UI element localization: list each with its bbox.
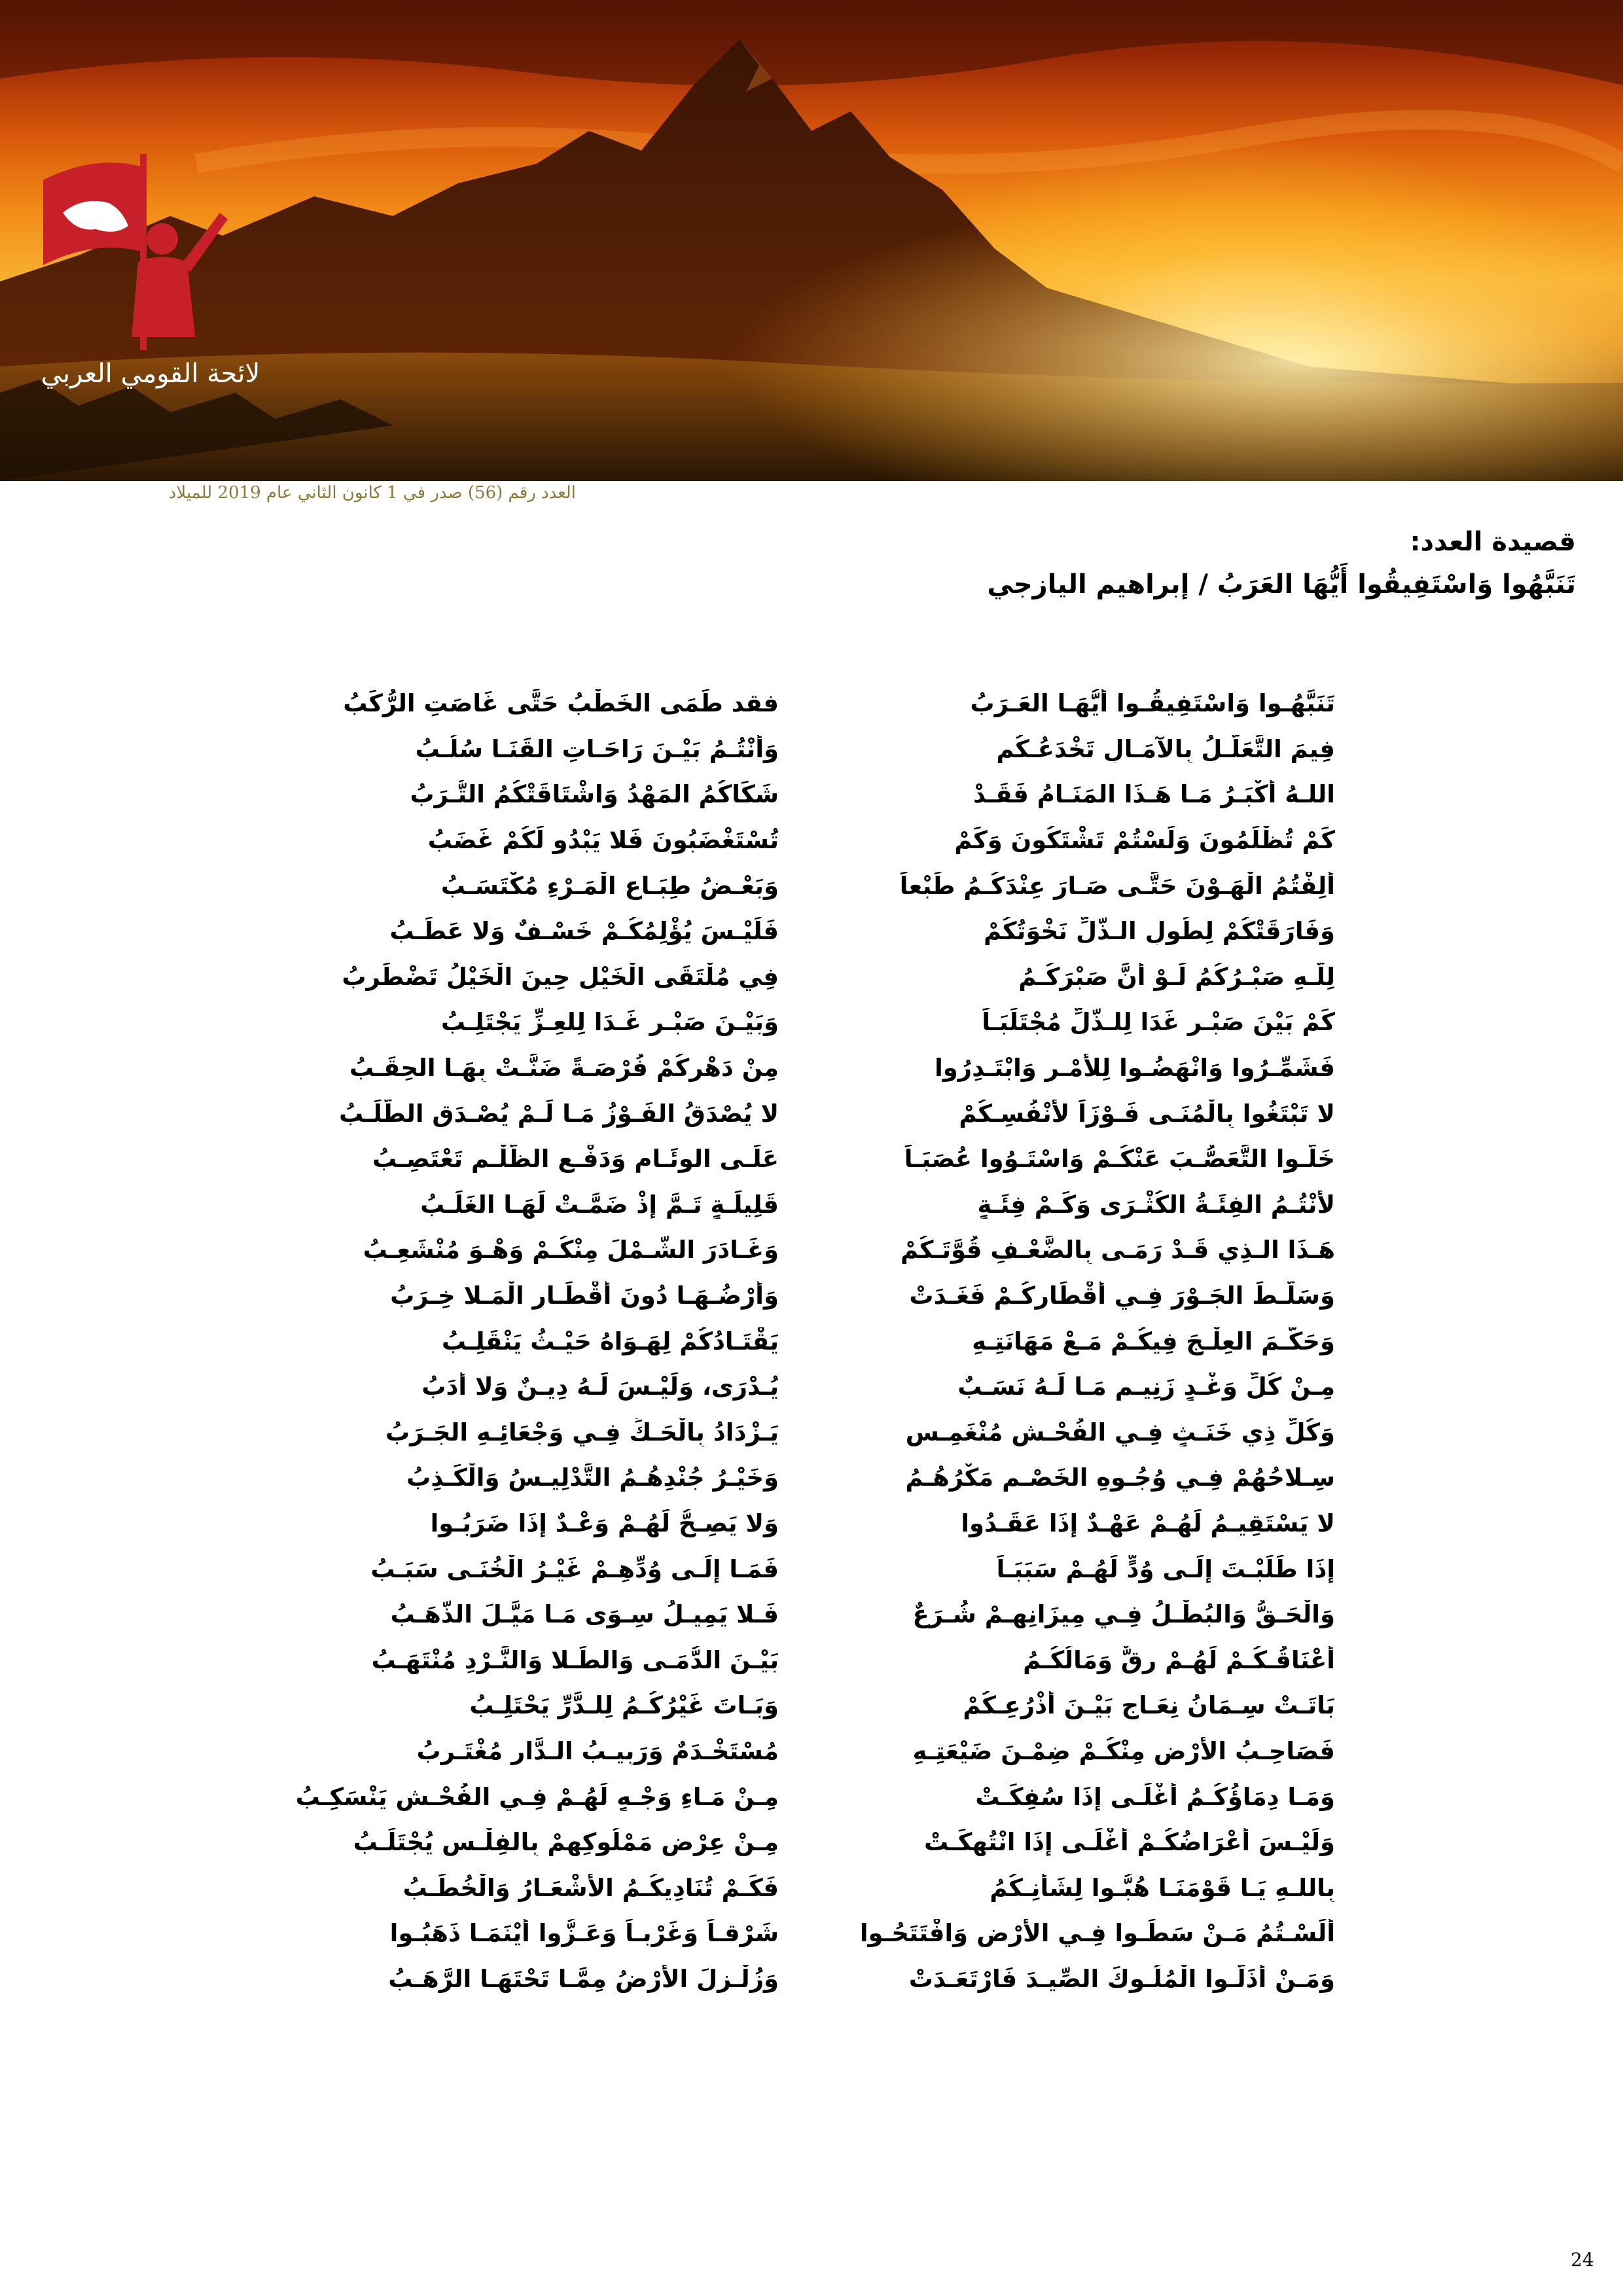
section-label: قصيدة العدد: (1410, 527, 1576, 557)
verse-second-hemistich: وَأَرْضُـهَـا دُونَ أَقْطَـارِ الْمَـلا خِـرَبُ (390, 1282, 779, 1310)
verse-first-hemistich: وَمَـنْ أَذَلُّـوا الْمُلُـوكَ الصِّيـدَ فَارْتَعَـدَتْ (908, 1964, 1335, 1993)
verse-second-hemistich: عَلَـى الوِئَـامِ وَدَفْـعِ الظُّلْـمِ تَعْتَصِـبُ (372, 1145, 779, 1174)
verse (281, 1865, 1335, 1910)
verse-second-hemistich: فقد طَمَى الخَطْبُ حَتَّى غَاصَتِ الرُّكَبُ (343, 689, 779, 718)
verse-second-hemistich: فَكَـمْ تُنَادِيكُـمُ الأَشْعَـارُ وَالْخُطَـبُ (402, 1873, 779, 1902)
verse-first-hemistich: فَصَاحِـبُ الأَرْضِ مِنْكُـمْ ضِمْـنَ ضَيْعَتِـهِ (912, 1736, 1335, 1765)
verse (281, 726, 1335, 772)
verse (281, 1410, 1335, 1456)
verse-second-hemistich: شَرْقـاً وَغَرْبـاً وَعَـزُّوا أَيْنَمَـا ذَهَبُـوا (389, 1919, 779, 1948)
verse (281, 817, 1335, 863)
verse-second-hemistich: مِـنْ مَـاءِ وَجْـهٍ لَهُـمْ فِـي الفُحْـشِ يَنْسَكِـبُ (295, 1782, 779, 1811)
verse-second-hemistich: مِنْ دَهْرِكُمْ فُرْصَـةً ضَنَّـتْ بِهَـا الحِقَـبُ (349, 1054, 779, 1083)
verse (281, 1683, 1335, 1729)
verse (281, 1501, 1335, 1547)
verse (281, 954, 1335, 1000)
verse (281, 999, 1335, 1045)
verse-second-hemistich: وَبَعْـضُ طِبَـاعِ الْمَـرْءِ مُكْتَسَـبُ (440, 871, 779, 900)
flag-bearer-logo-icon (24, 141, 272, 363)
verse-first-hemistich: وَكُلِّ ذِي خَنَـثٍ فِـي الفُحْـشِ مُنْغَمِـسٍ (905, 1418, 1335, 1446)
verse-first-hemistich: أَلِفْتُمُ الْهَـوْنَ حَتَّـى صَـارَ عِنْدَكُـمُ طَبْعاً (899, 871, 1335, 900)
verse (281, 772, 1335, 817)
page-number: 24 (1571, 2249, 1594, 2270)
verse (281, 1136, 1335, 1182)
verse-first-hemistich: لا تَبْتَغُوا بِالْمُنَـى فَـوْزَاً لأَنْفُسِـكُمْ (959, 1099, 1335, 1128)
verse-second-hemistich: وَخَيْـرُ جُنْدِهُـمُ التَّدْلِيـسُ وَالْكَـذِبُ (406, 1463, 779, 1492)
verse (281, 1045, 1335, 1091)
verse-second-hemistich: بَيْـنَ الدُّمَـى وَالطِّـلا وَالنَّـرْدِ مُنْتَهَـبُ (371, 1645, 779, 1674)
verse-second-hemistich: قَلِيلَـةٍ تَـمَّ إِذْ ضَمَّـتْ لَهَـا الغَلَـبُ (420, 1190, 779, 1219)
verse-first-hemistich: مِـنْ كُلِّ وَغْـدٍ زَنِيـمٍ مَـا لَـهُ نَسَـبٌ (957, 1372, 1335, 1401)
verse (281, 1637, 1335, 1683)
verse (281, 863, 1335, 908)
verse (281, 1956, 1335, 2002)
verse-second-hemistich: تُسْتَغْضَبُونَ فَلا يَبْدُو لَكُمْ غَضَبُ (427, 826, 779, 855)
verse-first-hemistich: لِلّـهِ صَبْـرُكُمُ لَـوْ أَنَّ صَبْرَكُـمُ (1018, 962, 1335, 991)
verse-second-hemistich: فَلَيْـسَ يُؤْلِمُكُـمْ خَسْـفٌ وَلا عَطَـبُ (389, 917, 779, 946)
verse-first-hemistich: هَـذَا الـذِي قَـدْ رَمَـى بِالضَّعْـفِ قُوَّتَـكُمْ (900, 1236, 1335, 1265)
verse-first-hemistich: لأَنْتُـمُ الفِئَـةُ الكُثْـرَى وَكَـمْ فِئَـةٍ (977, 1190, 1335, 1219)
verse-first-hemistich: بِاللـهِ يَـا قَوْمَنَـا هُبُّـوا لِشَأْنِـكُمُ (990, 1873, 1335, 1902)
verse-first-hemistich: فِيمَ التَّعَلُّـلُ بِالآمَـالِ تَخْدَعُـكُم (996, 734, 1335, 763)
verse-first-hemistich: وَالْحَـقُّ وَالبُطْـلُ فِـي مِيزَانِهِـمْ شُـرَعٌ (912, 1600, 1335, 1629)
verse (281, 1774, 1335, 1820)
verse (281, 1227, 1335, 1273)
verse-second-hemistich: وَبَيْـنَ صَبْـرٍ غَـدَا لِلعِـزِّ يَجْتَلِـبُ (440, 1008, 779, 1037)
verse-first-hemistich: وَمَـا دِمَاؤُكُـمُ أَغْلَـى إِذَا سُفِكَـتْ (975, 1782, 1335, 1811)
poem-body (281, 681, 1335, 2001)
verse-first-hemistich: خَلُّـوا التَّعَصُّـبَ عَنْكُـمْ وَاسْتَـوُوا عُصَبَـاً (904, 1145, 1335, 1174)
verse-second-hemistich: يَـزْدَادُ بِالْحَـكِّ فِـي وَجْعَائِـهِ الجَـرَبُ (385, 1418, 779, 1446)
verse (281, 681, 1335, 726)
verse (281, 1273, 1335, 1319)
verse-first-hemistich: فَشَمِّـرُوا وَانْهَضُـوا لِلأَمْـرِ وَابْتَـدِرُوا (935, 1054, 1335, 1083)
issue-info: العدد رقم (56) صدر في 1 كانون الثاني عام 2019 للميلاد (168, 483, 576, 503)
verse-first-hemistich: وَحَكَّـمَ العِلْـجَ فِيكُـمْ مَـعْ مَهَانَتِـهِ (972, 1327, 1335, 1355)
poem-title: تَنَبَّهُوا وَاسْتَفِيقُوا أَيُّهَا العَرَبُ / إبراهيم اليازجي (987, 569, 1576, 600)
verse-first-hemistich: كَمْ بَيْنَ صَبْـرٍ غَدَا لِلـذُّلِّ مُجْتَلَبَـاً (982, 1008, 1335, 1037)
verse-first-hemistich: كَمْ تُظْلَمُونَ وَلَسْتُمْ تَشْتَكُونَ وَكَمْ (954, 826, 1335, 855)
verse-first-hemistich: وَفَارَقَتْكُمْ لِطُولِ الـذُّلِّ نَخْوَتُكُمْ (983, 917, 1335, 946)
verse-second-hemistich: يَقْتَـادُكُمْ لِهَـوَاهُ حَيْـثُ يَنْقَلِـبُ (441, 1327, 779, 1355)
header-banner (0, 0, 1623, 481)
verse-second-hemistich: يُـدْرَى، وَلَيْـسَ لَـهُ دِيـنٌ وَلا أَدَبُ (421, 1372, 779, 1401)
verse (281, 1090, 1335, 1136)
verse-first-hemistich: اللـهُ أَكْبَـرُ مَـا هَـذَا المَنَـامُ فَقَـدْ (973, 780, 1335, 809)
verse (281, 1820, 1335, 1865)
verse (281, 908, 1335, 954)
verse-second-hemistich: مِـنْ عِرْضِ مَمْلُوكِهِمْ بِالفِلْـسِ يُجْتَلَـبُ (353, 1828, 779, 1857)
verse (281, 1318, 1335, 1364)
verse-second-hemistich: وَأَنْتُـمُ بَيْـنَ رَاحَـاتِ القَنَـا سُلُـبُ (415, 734, 779, 763)
verse-second-hemistich: فَـلا يَمِيـلُ سِـوَى مَـا مَيَّـلَ الذَّهَـبُ (390, 1600, 779, 1629)
verse-first-hemistich: أَعْنَاقُـكُـمْ لَهُـمْ رِقٌّ وَمَالُكُـمُ (1023, 1645, 1335, 1674)
verse (281, 1910, 1335, 1956)
verse-second-hemistich: مُسْتَخْـدَمٌ وَرَبِيـبُ الـدَّارِ مُغْتَـرِبُ (416, 1736, 779, 1765)
verse (281, 1182, 1335, 1228)
verse-first-hemistich: أَلَسْـتُمُ مَـنْ سَطَـوا فِـي الأَرْضِ وَافْتَتَحُـوا (859, 1919, 1335, 1948)
verse-second-hemistich: فِي مُلْتَقَى الْخَيْلِ حِينَ الْخَيْلُ تَضْطَرِبُ (342, 962, 779, 991)
verse-second-hemistich: وَزُلْـزِلَ الأَرْضُ مِمَّـا تَحْتَهَـا الرَّهَـبُ (388, 1964, 779, 1993)
verse (281, 1364, 1335, 1410)
verse-second-hemistich: لا يُصْدَقُ الفَـوْزُ مَـا لَـمْ يُصْـدَقِ الطَّلَـبُ (339, 1099, 779, 1128)
verse-second-hemistich: وَغَـادَرَ الشَّـمْلَ مِنْكُـمْ وَهْـوَ مُنْشَعِـبُ (363, 1236, 779, 1265)
verse-first-hemistich: لا يَسْتَقِيـمُ لَهُـمْ عَهْـدٌ إِذَا عَقَـدُوا (961, 1509, 1335, 1537)
verse-second-hemistich: شَكَاكُمُ المَهْدُ وَاشْتَاقَتْكُمُ التُّـرَبُ (410, 780, 779, 809)
verse-second-hemistich: فَمَـا إِلَـى وُدِّهِـمْ غَيْـرُ الْخُنَـى سَبَـبُ (370, 1554, 779, 1583)
verse-first-hemistich: بَاتَـتْ سِـمَانُ نِعَـاجٍ بَيْـنَ أَذْرُعِـكُمْ (963, 1691, 1335, 1720)
verse-second-hemistich: وَبَـاتَ غَيْرُكُـمُ لِلـدَّرِّ يَحْتَلِـبُ (469, 1691, 779, 1720)
verse-first-hemistich: وَلَيْـسَ أَعْرَاضُكُـمْ أَغْلَـى إِذَا انْتُهِكَـتْ (924, 1828, 1335, 1857)
verse (281, 1592, 1335, 1638)
logo-text: لائحة القومي العربي (41, 359, 260, 389)
verse-first-hemistich: سِـلاحُهُمْ فِـي وُجُـوهِ الخَصْـمِ مَكْرُهُـمُ (905, 1463, 1335, 1492)
verse-second-hemistich: وَلا يَصِـحُّ لَهُـمْ وَعْـدٌ إِذَا ضَرَبُـوا (430, 1509, 779, 1537)
verse (281, 1546, 1335, 1592)
verse-first-hemistich: وَسَلَّـطَ الجَـوْرَ فِـي أَقْطَارِكُـمْ فَغَـدَتْ (909, 1282, 1335, 1310)
verse-first-hemistich: تَنَبَّهُـوا وَاسْتَفِيقُـوا أَيُّهَـا العَـرَبُ (970, 689, 1335, 718)
verse-first-hemistich: إِذَا طَلَبْـتَ إِلَـى وُدٍّ لَهُـمْ سَبَبَـاً (996, 1554, 1335, 1583)
verse (281, 1455, 1335, 1501)
verse (281, 1729, 1335, 1774)
